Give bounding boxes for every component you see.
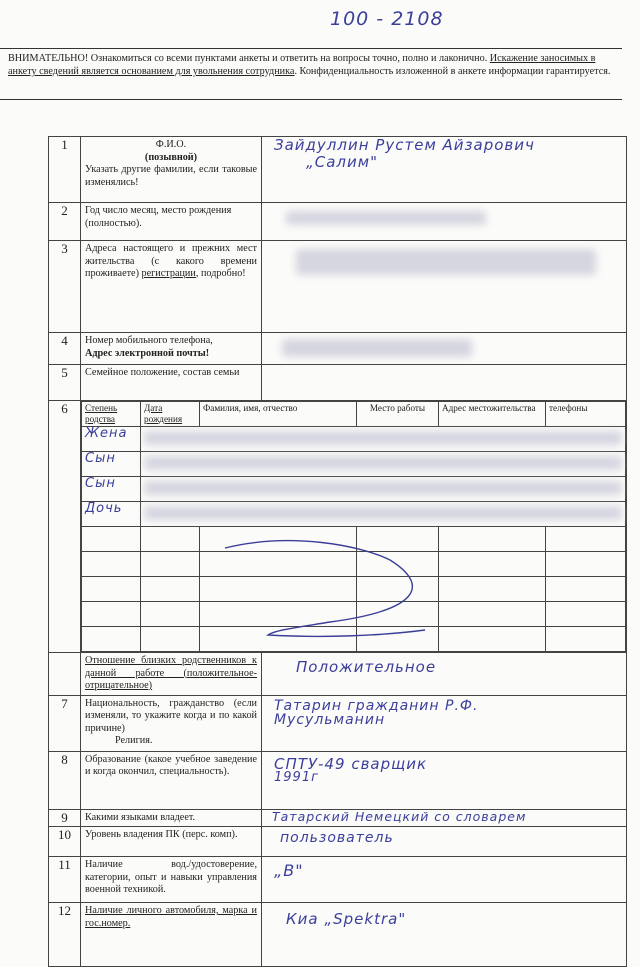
row-5 [49, 365, 627, 401]
question-pc: Уровень владения ПК (перс. комп). [81, 827, 262, 857]
row-1 [49, 137, 627, 203]
answer-nationality-line1: Татарин гражданин Р.Ф. [274, 697, 479, 714]
header-address: Адрес местожительства [439, 402, 546, 427]
question-address [81, 241, 262, 333]
question-birth: Год число месяц, место рождения (полностью). [81, 203, 262, 241]
answer-birth [262, 203, 627, 241]
row-8 [49, 751, 627, 809]
redacted-block [144, 506, 622, 520]
answer-nationality [262, 695, 627, 751]
question-fio [81, 137, 262, 203]
row-9 [49, 809, 627, 827]
question-attitude: Отношение близких родственников к данной работе (положительное- отрицательное) [81, 653, 262, 696]
question-email: Адрес электронной почты! [85, 347, 210, 359]
row-11 [49, 857, 627, 903]
answer-pc [262, 827, 627, 857]
warning-text-start: ВНИМАТЕЛЬНО! Ознакомиться со всеми пунктами анкеты и ответить на вопросы точно, полно и лаконично. [8, 53, 490, 64]
header-birth: Дата рождения [141, 402, 200, 427]
warning-notice [0, 48, 622, 100]
answer-education-line2: 1991г [274, 770, 319, 785]
redacted-block [144, 456, 622, 470]
question-fio-note: Указать другие фамилии, если таковые изменялись! [85, 164, 257, 188]
document-number: 100 - 2108 [330, 8, 444, 30]
row-number: 4 [49, 333, 81, 365]
question-address-underlined: регистрации [141, 268, 196, 279]
question-phone: Номер мобильного телефона, [85, 335, 213, 346]
answer-attitude-text: Положительное [296, 658, 437, 676]
relatives-header [82, 402, 626, 427]
question-education: Образование (какое учебное заведение и когда окончил, специальность). [81, 751, 262, 809]
question-family: Семейное положение, состав семьи [81, 365, 262, 401]
answer-license-text: „В" [274, 861, 304, 880]
row-number: 6 [49, 401, 81, 653]
empty-row [82, 527, 626, 552]
answer-contacts [262, 333, 627, 365]
redacted-block [144, 431, 622, 445]
relative-relation: Сын [82, 452, 141, 477]
relative-relation: Сын [82, 477, 141, 502]
row-number: 10 [49, 827, 81, 857]
row-number: 5 [49, 365, 81, 401]
answer-nationality-line2: Мусульманин [274, 712, 386, 728]
row-3 [49, 241, 627, 333]
answer-address [262, 241, 627, 333]
row-number: 11 [49, 857, 81, 903]
question-license: Наличие вод./удостоверение, категории, опыт и навыки управления военной техникой. [81, 857, 262, 903]
relative-relation: Дочь [82, 502, 141, 527]
redacted-cells [141, 452, 626, 477]
empty-row [82, 552, 626, 577]
header-name: Фамилия, имя, отчество [200, 402, 357, 427]
question-fio-callsign: (позывной) [144, 151, 198, 163]
redacted-block [144, 481, 622, 495]
redacted-cells [141, 477, 626, 502]
question-contacts [81, 333, 262, 365]
relative-relation: Жена [82, 427, 141, 452]
answer-fio-name: Зайдуллин Рустем Айзарович [274, 136, 535, 154]
row-7 [49, 695, 627, 751]
question-religion: Религия. [115, 735, 153, 746]
relatives-table [81, 401, 626, 652]
relatives-section [81, 401, 627, 653]
relative-row [82, 477, 626, 502]
relative-row [82, 427, 626, 452]
answer-car-text: Киа „Spektra" [286, 910, 407, 928]
relative-row [82, 502, 626, 527]
questionnaire-table [48, 136, 627, 967]
question-address-end: , подробно! [195, 268, 246, 279]
answer-education [262, 751, 627, 809]
question-languages: Какими языками владеет. [81, 809, 262, 827]
row-10 [49, 827, 627, 857]
answer-languages-text: Татарский Немецкий со словарем [272, 808, 527, 824]
row-number: 1 [49, 137, 81, 203]
answer-education-line1: СПТУ-49 сварщик [274, 754, 428, 773]
question-nationality [81, 695, 262, 751]
answer-fio-callsign: „Салим" [306, 152, 378, 171]
header-phone: телефоны [546, 402, 626, 427]
row-number: 2 [49, 203, 81, 241]
row-6 [49, 401, 627, 653]
row-number: 7 [49, 695, 81, 751]
answer-attitude [262, 653, 627, 696]
header-relation: Степень родства [82, 402, 141, 427]
warning-text-underlined: Искажение заносимых в анкету сведений является основанием для увольнения сотрудника [8, 53, 596, 77]
redacted-cells [141, 502, 626, 527]
empty-row [82, 602, 626, 627]
redacted-block [286, 211, 486, 225]
redacted-block [296, 249, 596, 275]
answer-pc-text: пользователь [280, 830, 394, 846]
row-4 [49, 333, 627, 365]
empty-row [82, 627, 626, 652]
question-address-text: Адреса настоящего и прежних мест жительства (с какого времени проживаете) [85, 243, 257, 279]
header-work: Место работы [357, 402, 439, 427]
question-car: Наличие личного автомобиля, марка и гос.номер. [81, 903, 262, 967]
empty-row [82, 577, 626, 602]
answer-license [262, 857, 627, 903]
row-number: 8 [49, 751, 81, 809]
row-number: 9 [49, 809, 81, 827]
question-fio-title: Ф.И.О. [155, 139, 187, 150]
row-number: 12 [49, 903, 81, 967]
answer-fio [262, 137, 627, 203]
row-2 [49, 203, 627, 241]
answer-family [262, 365, 627, 401]
relative-row [82, 452, 626, 477]
question-nationality-text: Национальность, гражданство (если изменяли, то укажите когда и по какой причине) [85, 697, 257, 734]
redacted-block [282, 339, 472, 357]
row-number: 3 [49, 241, 81, 333]
answer-languages [262, 809, 627, 827]
row-attitude [49, 653, 627, 696]
warning-text-end: . Конфиденциальность изложенной в анкете информации гарантируется. [294, 66, 611, 77]
redacted-cells [141, 427, 626, 452]
